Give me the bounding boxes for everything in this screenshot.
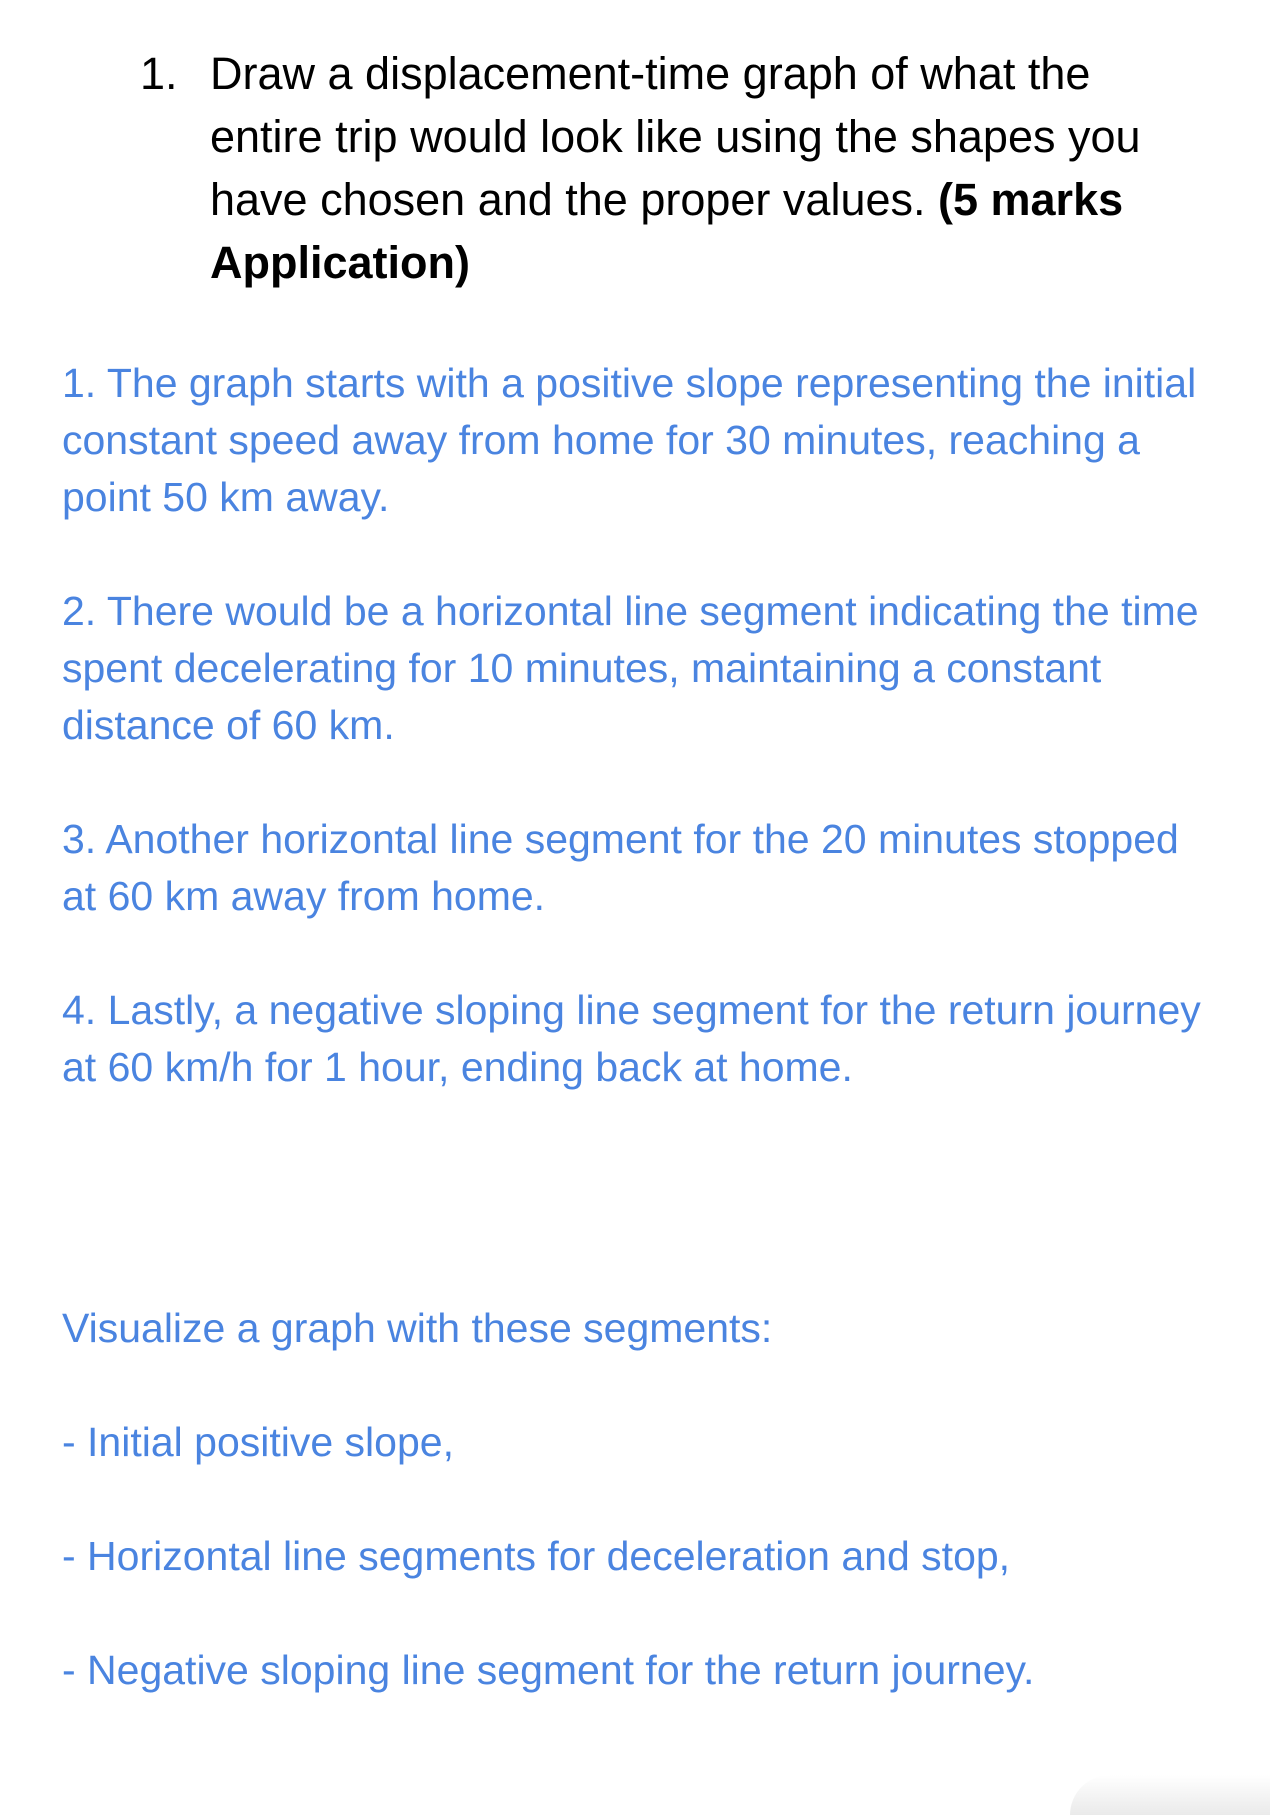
answer-point-4: 4. Lastly, a negative sloping line segment for the return journey at 60 km/h for 1 hour, ending back at home. — [62, 987, 1201, 1090]
answer-point-1: 1. The graph starts with a positive slope representing the initial constant speed away from home for 30 minutes, reaching a point 50 km away. — [62, 360, 1197, 520]
answer-point-3: 3. Another horizontal line segment for the 20 minutes stopped at 60 km away from home. — [62, 816, 1179, 919]
question-prompt: Draw a displacement-time graph of what the entire trip would look like using the shapes you have chosen and the proper values. — [210, 48, 1141, 225]
question-marks: (5 marks Application) — [210, 174, 1124, 288]
page-edge-shadow — [1070, 1775, 1270, 1815]
visualize-intro: Visualize a graph with these segments: — [62, 1305, 773, 1351]
question-text — [210, 42, 1180, 294]
question-number: 1. — [140, 48, 178, 99]
visualize-item-2: - Horizontal line segments for deceleration and stop, — [62, 1533, 1011, 1579]
answer-block — [62, 355, 1212, 1699]
visualize-item-3: - Negative sloping line segment for the return journey. — [62, 1647, 1035, 1693]
visualize-item-1: - Initial positive slope, — [62, 1419, 454, 1465]
answer-point-2: 2. There would be a horizontal line segment indicating the time spent decelerating for 10 minutes, maintaining a constant distance of 60 km. — [62, 588, 1199, 748]
question-block — [140, 42, 1180, 294]
